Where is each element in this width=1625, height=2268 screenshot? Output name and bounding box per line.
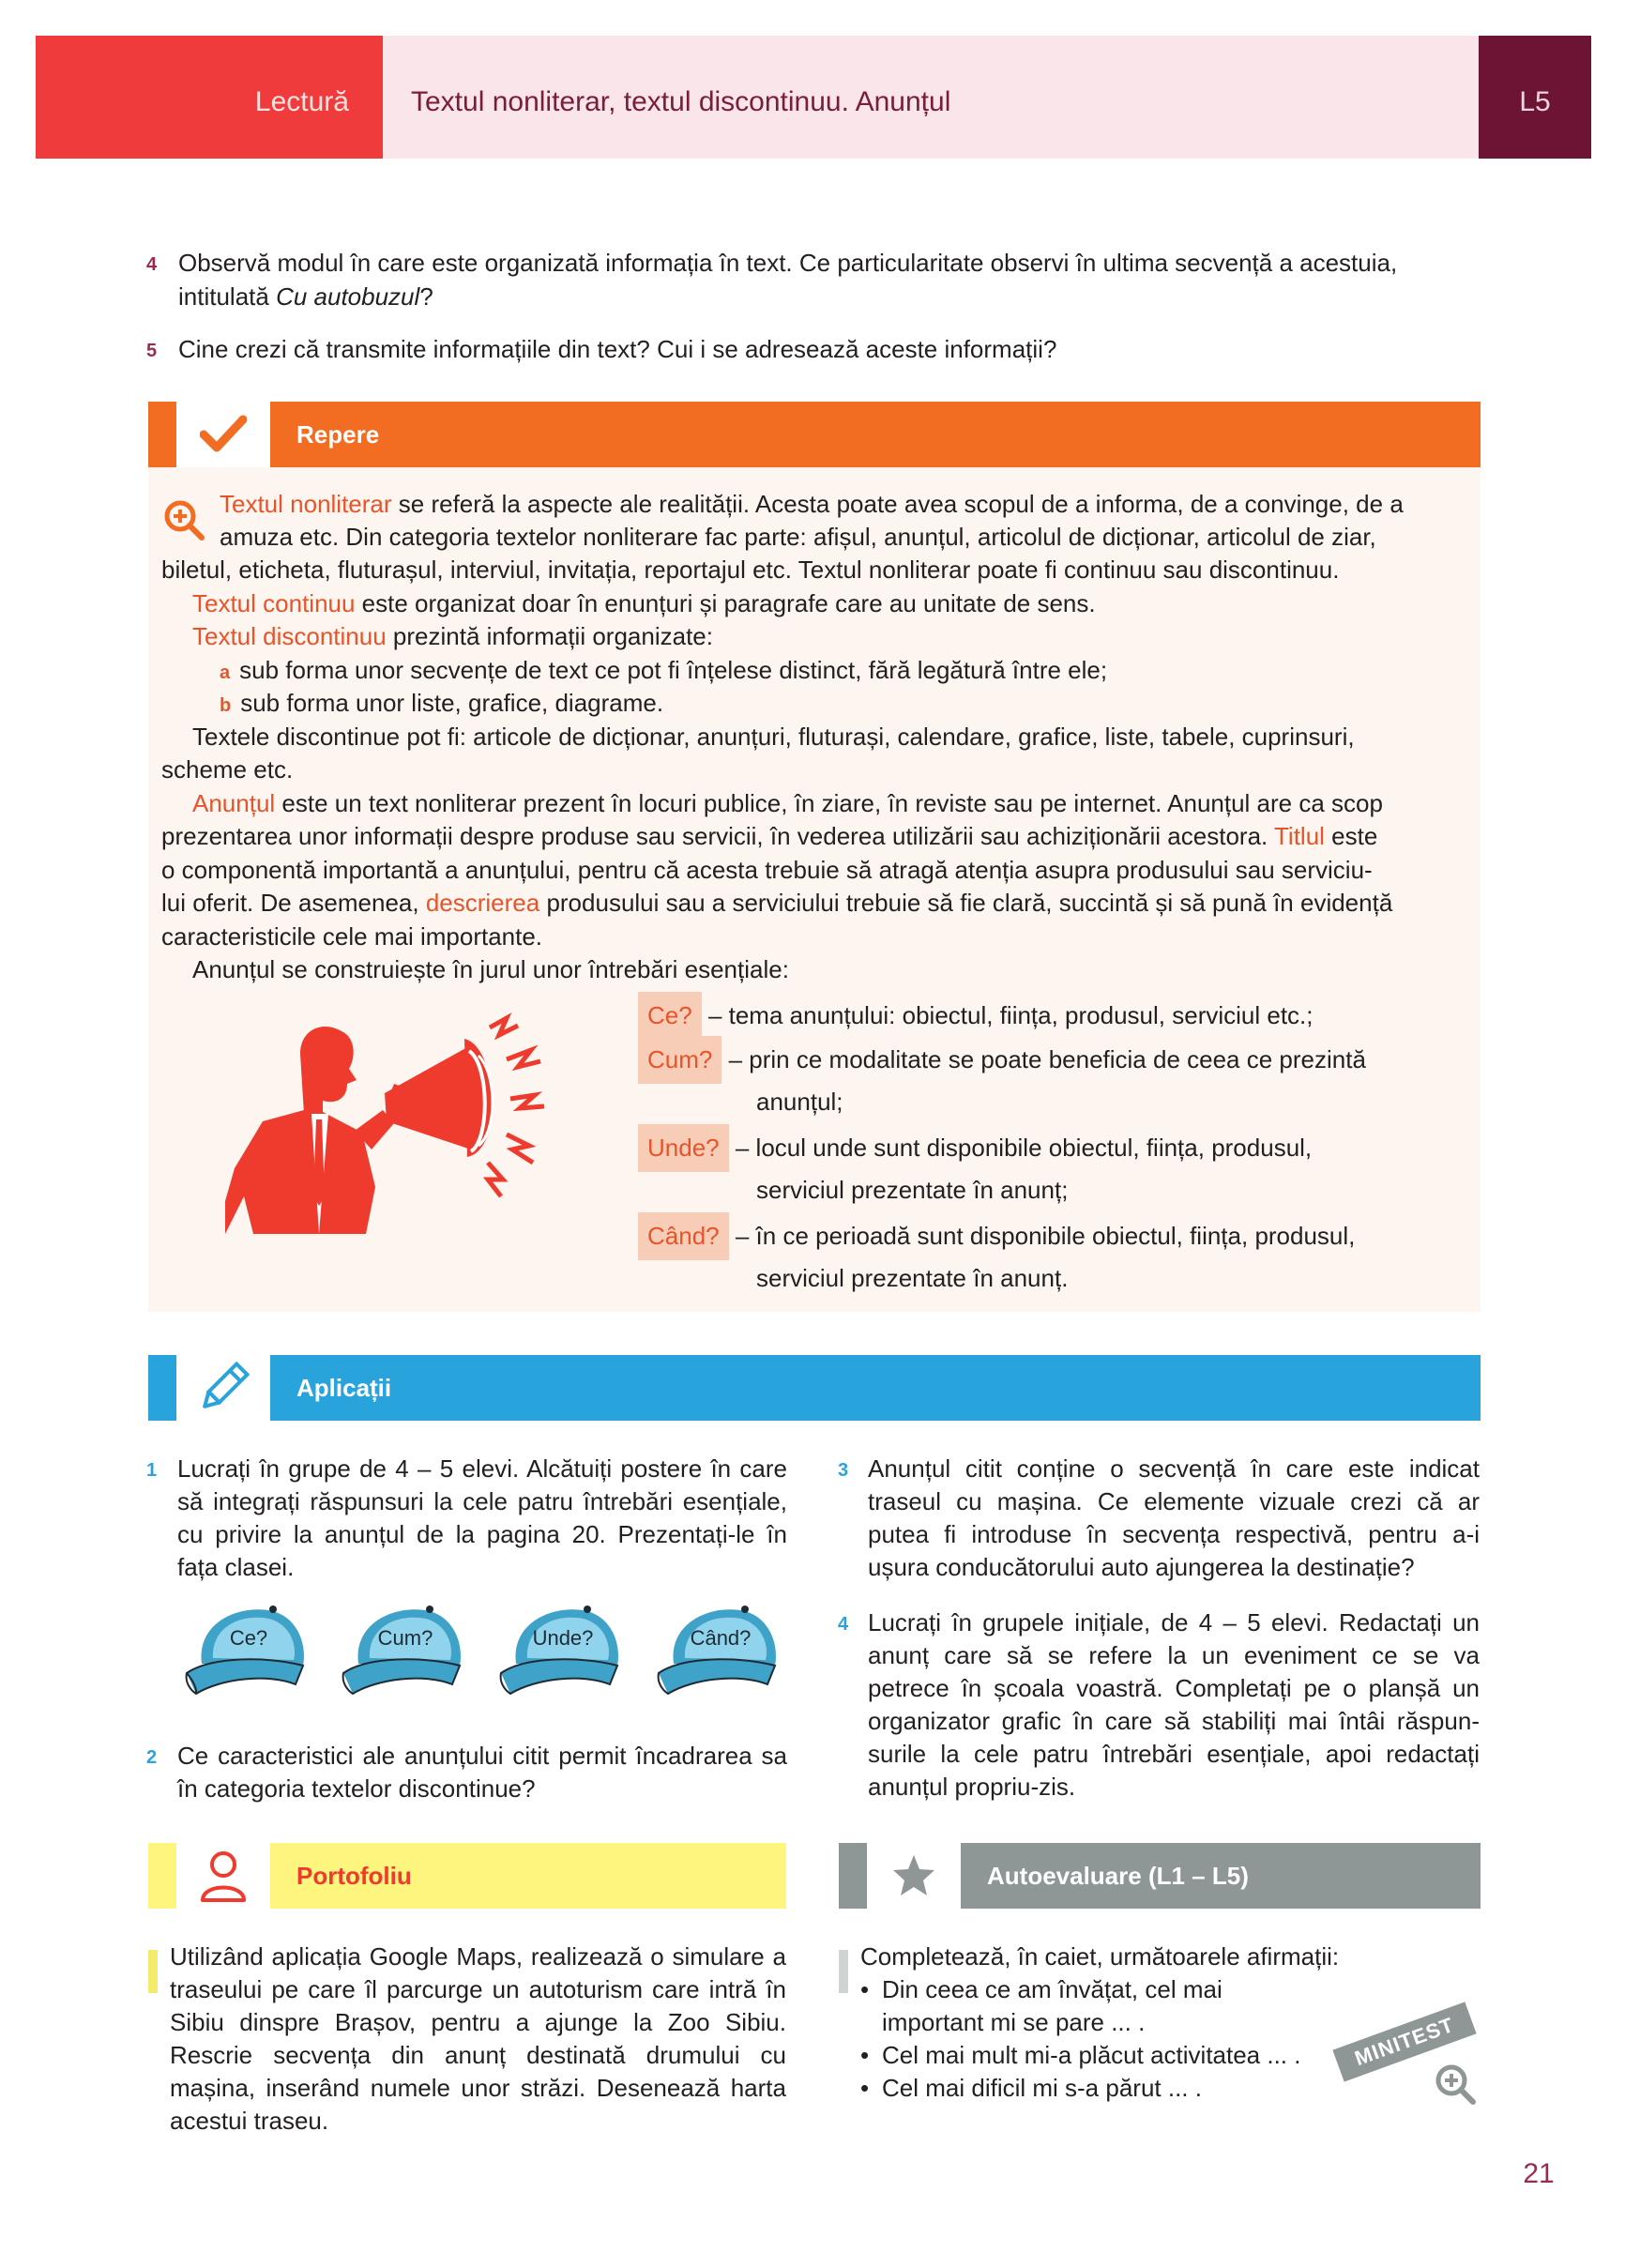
checkmark-icon: [176, 402, 270, 467]
tag-cum: Cum?: [638, 1036, 721, 1084]
repere-item-a: a sub forma unor secvențe de text ce pot fi înțelese distinct, fără legătură între ele;: [220, 656, 1108, 684]
repere-p5-line2: prezentarea unor informații despre produse sau servicii, în vederea utilizării sau achiziționării acestora. Titlul este: [161, 822, 1378, 850]
repere-p5-line3: o componentă importantă a anunțului, pentru că acesta trebuie să atragă atenția asupra produsului sau serviciu-: [161, 856, 1373, 884]
lesson-code: L5: [1479, 36, 1591, 159]
portofoliu-title: Portofoliu: [270, 1843, 786, 1909]
tag-ce: Ce?: [638, 992, 702, 1040]
autoevaluare-item-1: • Din ceea ce am învățat, cel mai important mi se pare ... .: [860, 1975, 1223, 2036]
repere-p3: Textul discontinuu prezintă informații organizate:: [192, 622, 713, 650]
question-unde-row-2: serviciul prezentate în anunț;: [756, 1176, 1069, 1204]
cap-unde: [497, 1600, 629, 1703]
cap-label-cand: Când?: [690, 1626, 752, 1650]
cap-ce: [183, 1600, 314, 1703]
autoevaluare-title: Autoevaluare (L1 – L5): [961, 1843, 1481, 1909]
lesson-title: Textul nonliterar, textul discontinuu. Anunțul: [383, 36, 1479, 159]
repere-p4-line1: Textele discontinue pot fi: articole de dicționar, anunțuri, fluturași, calendare, grafice, liste, tabele, cuprinsuri,: [192, 723, 1355, 751]
question-cand-row: Când? – în ce perioadă sunt disponibile obiectul, ființa, produsul,: [638, 1212, 1464, 1260]
aplicatii-title: Aplicații: [270, 1355, 1481, 1421]
portofoliu-header: [148, 1843, 786, 1909]
cap-label-cum: Cum?: [377, 1626, 433, 1650]
megaphone-man-illustration: [225, 1009, 554, 1267]
repere-item-b: b sub forma unor liste, grafice, diagrame.: [220, 689, 664, 717]
section-label: Lectură: [36, 36, 383, 159]
question-ce-row: Ce? – tema anunțului: obiectul, ființa, produsul, serviciul etc.;: [638, 992, 1464, 1040]
autoevaluare-item-3: • Cel mai dificil mi s-a părut ... .: [860, 2074, 1202, 2102]
aplicatii-task-1: Lucrați în grupe de 4 – 5 elevi. Alcătuiți postere în care să integrați răspunsuri la cele patru întrebări esențiale, cu privire la anunțul de la pagina 20. Prezentați-le în fața clasei.: [177, 1454, 787, 1581]
repere-p1-line2: amuza etc. Din categoria textelor nonliterare fac parte: afișul, anunțul, articolul de dicționar, articolul de ziar,: [220, 523, 1376, 551]
question-5: 5 Cine crezi că transmite informațiile din text? Cui i se adresează aceste informații?: [146, 335, 1057, 363]
repere-p5-line1: Anunțul este un text nonliterar prezent în locuri publice, în ziare, în reviste sau pe internet. Anunțul are ca scop: [192, 789, 1383, 817]
question-4: 4 Observă modul în care este organizată informația în text. Ce particularitate observi în ultima secvență a acestuia, intitulată Cu autobuzul?: [146, 249, 1398, 311]
zoom-in-icon: [1434, 2063, 1479, 2112]
aplicatii-header: [148, 1355, 1481, 1421]
pencil-icon: [176, 1355, 270, 1421]
question-unde-row: Unde? – locul unde sunt disponibile obiectul, ființa, produsul,: [638, 1124, 1464, 1172]
portofoliu-text: Utilizând aplicația Google Maps, realizează o simulare a traseului pe care îl parcurge un autoturism care intră în Sibiu dinspre Brașov, pentru a ajunge la Zoo Sibiu. Rescrie secvența din anunț destinată drumului cu mașina, inserând numele unor străzi. Desenează harta acestui traseu.: [170, 1942, 786, 2135]
autoevaluare-item-2: • Cel mai mult mi-a plăcut activitatea ... .: [860, 2041, 1301, 2069]
minitest-stamp: MINITEST: [1332, 2002, 1476, 2081]
cap-label-unde: Unde?: [532, 1626, 594, 1650]
zoom-in-icon: [162, 498, 207, 548]
aplicatii-task-3: Anunțul citit conține o secvență în care este indicat traseul cu mașina. Ce elemente vizuale crezi că ar putea fi introduse în secvența respectivă, pentru a-i ușura conducătorului auto ajungerea la destinație?: [868, 1454, 1480, 1581]
cap-label-ce: Ce?: [229, 1626, 268, 1650]
page-number: 21: [1523, 2158, 1555, 2189]
repere-p1-line1: Textul nonliterar se referă la aspecte ale realității. Acesta poate avea scopul de a informa, de a convinge, de a: [220, 490, 1404, 518]
question-cum-row-2: anunțul;: [756, 1088, 843, 1116]
star-icon: [867, 1843, 961, 1909]
repere-title: Repere: [270, 402, 1481, 467]
repere-header: [148, 402, 1481, 467]
page-header: [36, 36, 1591, 159]
autoevaluare-header: [839, 1843, 1481, 1909]
autoevaluare-intro: Completează, în caiet, următoarele afirmații:: [860, 1942, 1340, 1971]
cap-cum: [340, 1600, 471, 1703]
person-icon: [176, 1843, 270, 1909]
repere-p5-line5: caracteristicile cele mai importante.: [161, 922, 543, 951]
aplicatii-task-2: Ce caracteristici ale anunțului citit permit încadrarea sa în categoria textelor discontinue?: [177, 1742, 787, 1803]
repere-p1-line3: biletul, eticheta, fluturașul, interviul, invitația, reportajul etc. Textul nonliterar poate fi continuu sau discontinuu.: [161, 556, 1340, 584]
repere-p4-line2: scheme etc.: [161, 755, 294, 784]
repere-p6: Anunțul se construiește în jurul unor întrebări esențiale:: [192, 955, 789, 983]
tag-cand: Când?: [638, 1212, 729, 1260]
cap-cand: [655, 1600, 786, 1703]
question-cand-row-2: serviciul prezentate în anunț.: [756, 1264, 1069, 1292]
repere-p5-line4: lui oferit. De asemenea, descrierea produsului sau a serviciului trebuie să fie clară, succintă și să pună în evidență: [161, 889, 1393, 917]
tag-unde: Unde?: [638, 1124, 729, 1172]
aplicatii-task-4: Lucrați în grupele inițiale, de 4 – 5 elevi. Redactați un anunț care să se refere la un eveniment ce se va petrece în școala voastră. Completați pe o planșă un organizator grafic în care să stabiliți mai întâi răspunsurile la cele patru întrebări esențiale, apoi redactați anunțul propriu-zis.: [868, 1608, 1480, 1801]
question-cum-row: Cum? – prin ce modalitate se poate beneficia de ceea ce prezintă: [638, 1036, 1464, 1084]
repere-p2: Textul continuu este organizat doar în enunțuri și paragrafe care au unitate de sens.: [192, 589, 1096, 617]
